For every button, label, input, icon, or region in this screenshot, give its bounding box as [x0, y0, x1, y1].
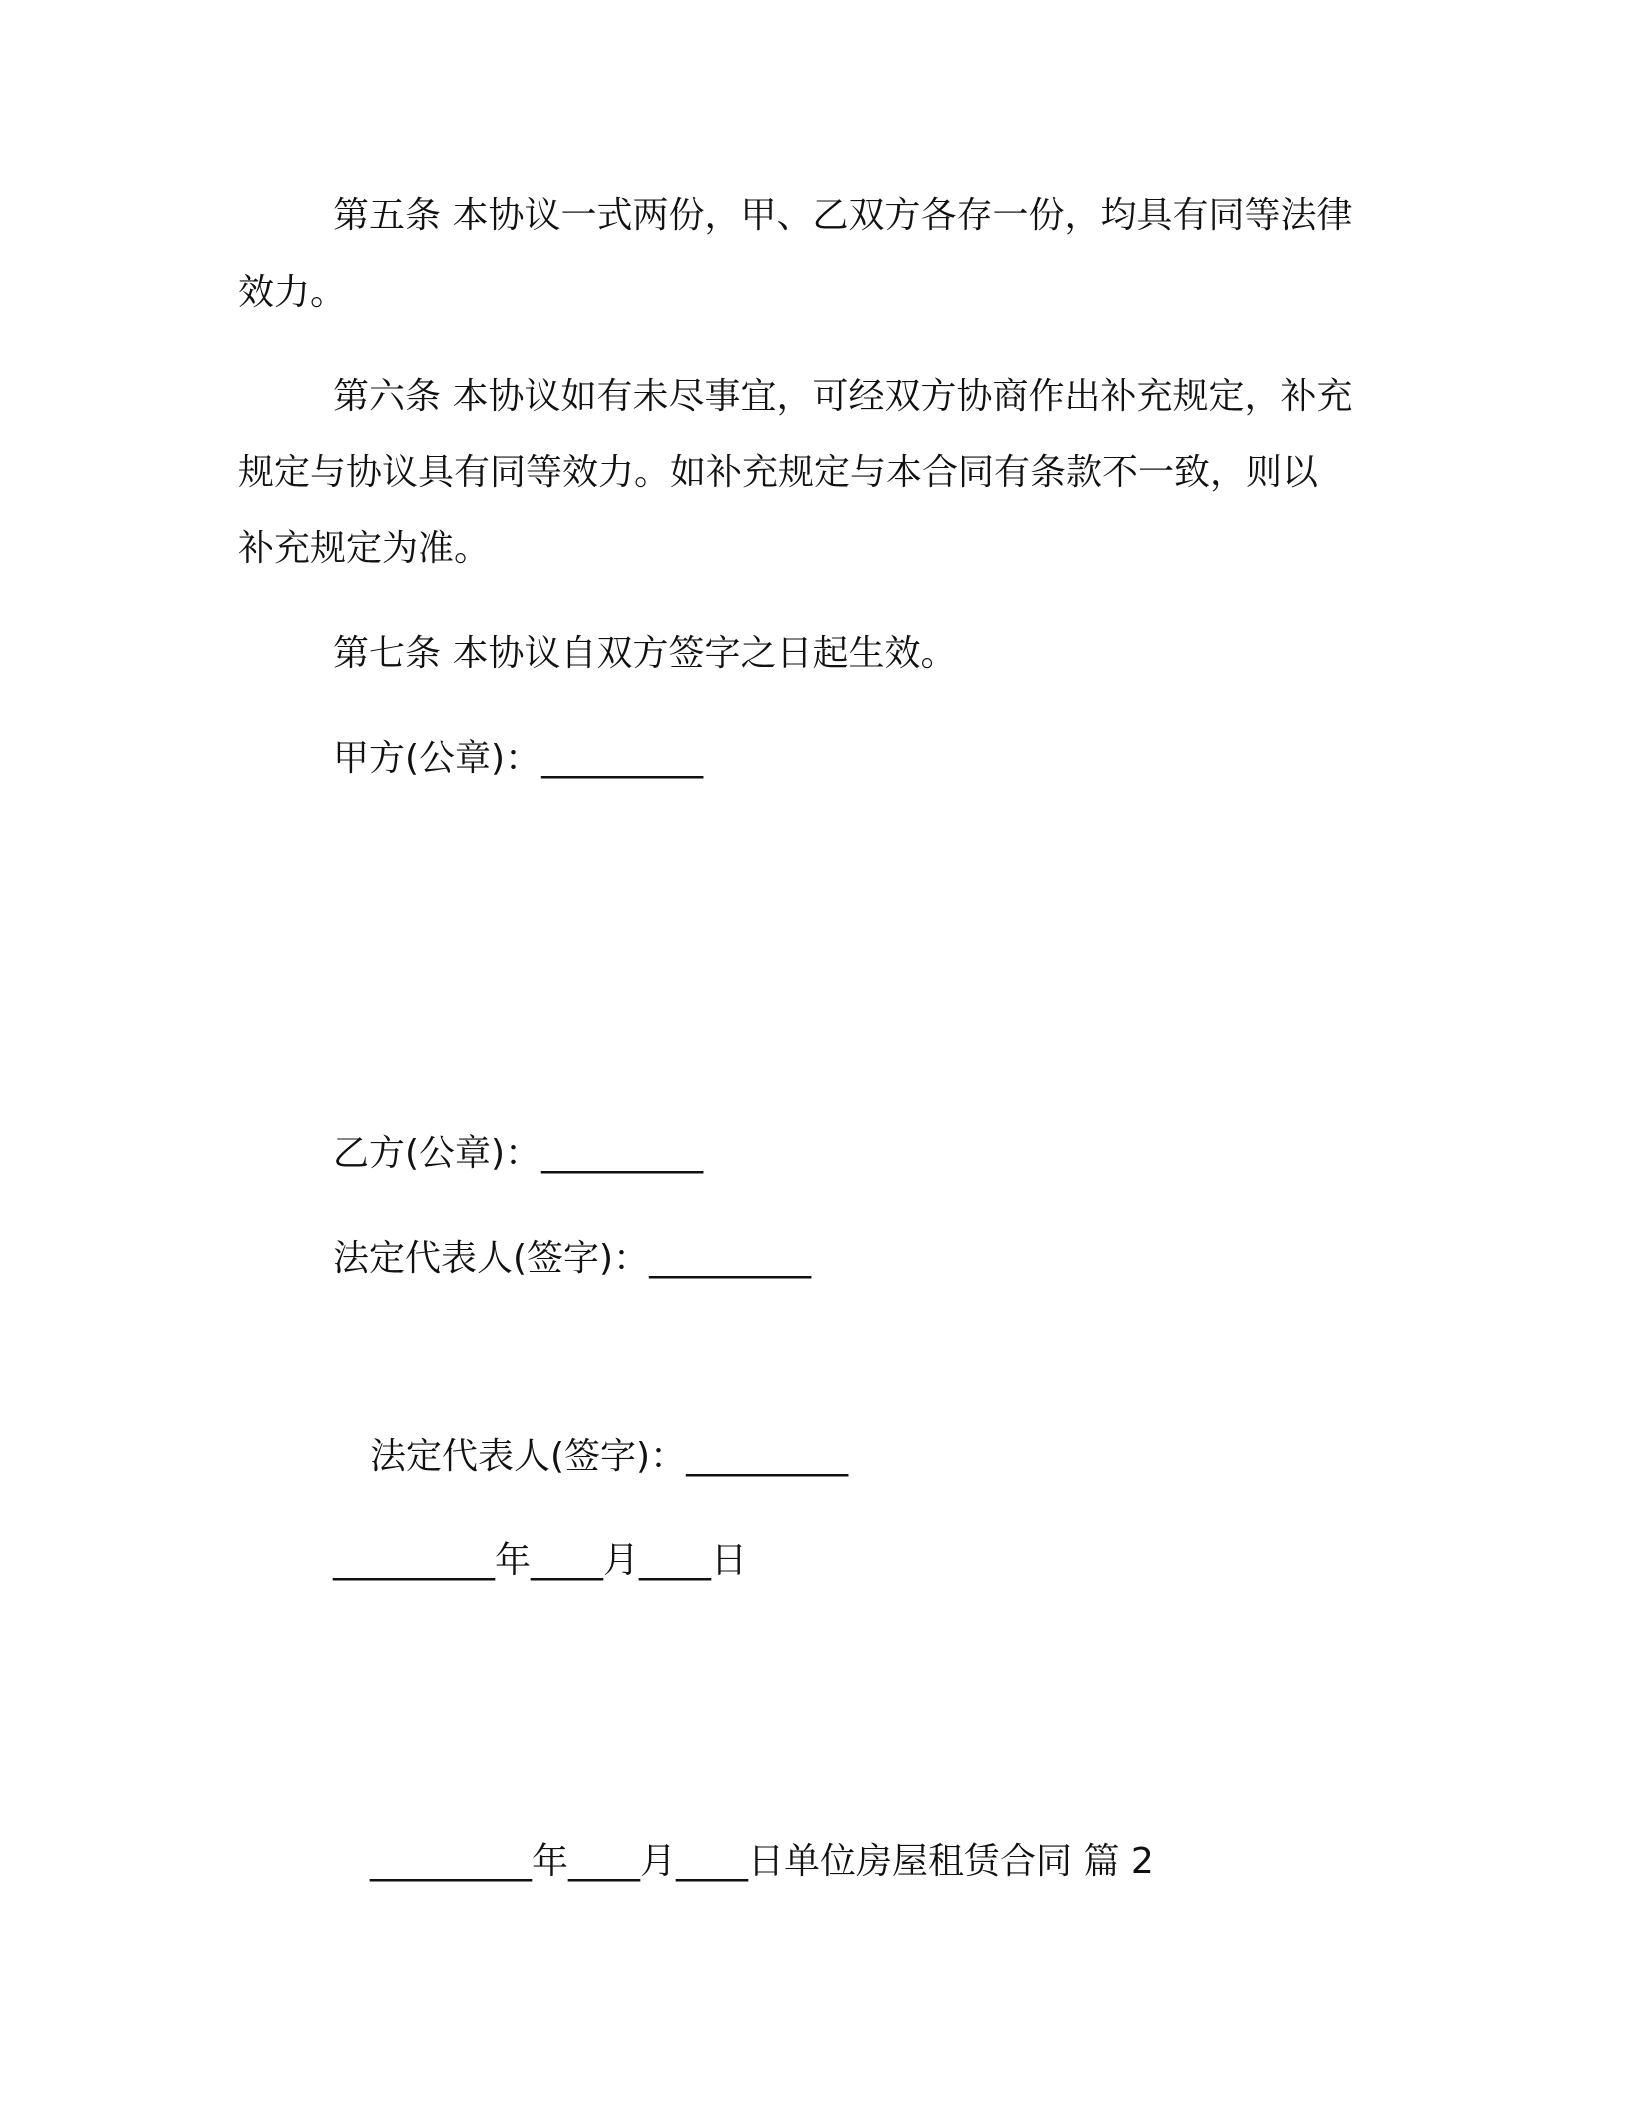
article-6-line-1: 第六条 本协议如有未尽事宜，可经双方协商作出补充规定，补充: [333, 376, 1353, 417]
signing-date: _________年____月____日: [333, 1540, 747, 1581]
legal-rep-signature-2: 法定代表人(签字)：_________: [370, 1436, 849, 1477]
article-5-line-1: 第五条 本协议一式两份，甲、乙双方各存一份，均具有同等法律: [333, 195, 1353, 236]
party-b-seal: 乙方(公章)：_________: [333, 1133, 704, 1174]
legal-rep-signature-1: 法定代表人(签字)：_________: [333, 1238, 812, 1279]
next-contract-title: _________年____月____日单位房屋租赁合同 篇 2: [370, 1841, 1154, 1882]
article-5-line-2: 效力。: [238, 272, 347, 313]
article-6-line-3: 补充规定为准。: [238, 528, 491, 569]
article-6-line-2: 规定与协议具有同等效力。如补充规定与本合同有条款不一致，则以: [238, 452, 1319, 493]
article-7-line-1: 第七条 本协议自双方签字之日起生效。: [333, 633, 957, 674]
party-a-seal: 甲方(公章)：_________: [333, 738, 704, 779]
